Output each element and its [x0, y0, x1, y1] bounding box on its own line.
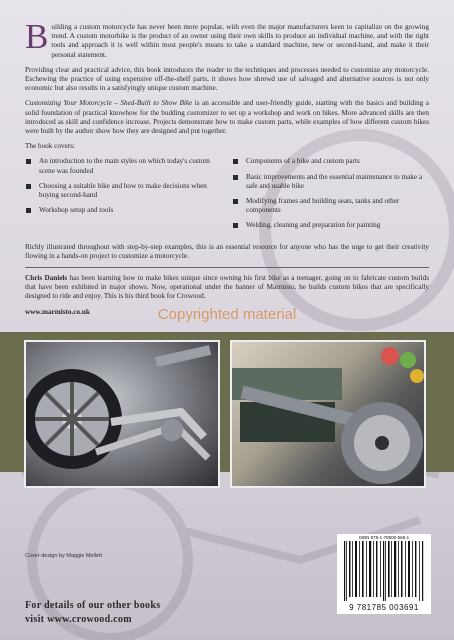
author-website: www.marmisto.co.uk — [25, 307, 90, 316]
angle-grinder-illustration — [232, 342, 424, 486]
bullet-item: Choosing a suitable bike and how to make decisions when buying second-hand — [25, 182, 222, 200]
bullet-item: Workshop setup and tools — [25, 206, 222, 215]
motorcycle-wheel-illustration — [26, 342, 218, 486]
book-covers-heading: The book covers: — [25, 142, 75, 151]
publisher-footer — [25, 599, 160, 627]
footer-line-2: visit www.crowood.com — [25, 614, 132, 625]
barcode-digits: 9 781785 003691 — [349, 603, 419, 612]
cover-design-credit: Cover design by Maggie Mellett — [25, 553, 103, 559]
covers-bullet-list — [25, 157, 429, 236]
bullet-item: Modifying frames and building seats, tanks and other components — [232, 197, 429, 215]
barcode-bars-icon — [343, 541, 425, 601]
bullet-column-left — [25, 157, 222, 236]
intro-paragraph-1-text: uilding a custom motorcycle has never been more popular, with even the major manufacturers keen to capitalize on the growing trend. A custom motorbike is the product of an owner using their own skills to produce an individual machine, and with the right tools and approach it is well within most people's means to take a standard machine, new or second-hand, and make it their personal statement. — [51, 23, 429, 59]
motorcycle-wheel-photo — [26, 342, 218, 486]
bullet-item: An introduction to the main styles on which today's custom scene was founded — [25, 157, 222, 175]
bullet-column-right — [232, 157, 429, 236]
footer-line-1: For details of our other books — [25, 600, 161, 611]
divider-line — [25, 267, 429, 268]
isbn-label: ISBN 978-1-78500-569-1 — [358, 535, 410, 540]
blurb-text — [25, 17, 430, 324]
drop-cap: B — [25, 17, 49, 56]
copyright-watermark: Copyrighted material — [157, 306, 297, 323]
author-bio — [25, 274, 429, 302]
bullet-item: Welding, cleaning and preparation for painting — [232, 221, 429, 230]
closing-paragraph: Richly illustrated throughout with step-by-step examples, this is an essential resource for anyone who has the urge to get their creativity flowing in a hands-on project to customize a motorcycle. — [25, 242, 429, 260]
angle-grinder-photo — [232, 342, 424, 486]
author-name: Chris Daniels — [25, 274, 68, 283]
book-title-italic: Customizing Your Motorcycle – Shed-Built to Show Bike — [25, 99, 193, 108]
bullet-item: Components of a bike and custom parts — [232, 157, 429, 166]
isbn-barcode — [337, 534, 431, 614]
intro-paragraph-2: Providing clear and practical advice, this book introduces the reader to the techniques and processes needed to customize any motorcycle. Eschewing the practice of using expensive off-the-shelf parts, it shows how shrewd use of salvaged and alternative sources is not only economic but also results in a satisfyingly unique custom machine. — [25, 65, 429, 93]
author-bio-text: has been learning how to make bikes unique since owning his first bike as a teenager, going on to fabricate custom builds that have been exhibited in major shows. Now, operational under the banner of Marmisto, he builds custom bikes that are specifically designed to ride and enjoy. This is his third book for Crowood. — [25, 274, 430, 301]
intro-paragraph-1 — [25, 17, 429, 60]
intro-paragraph-3 — [25, 99, 429, 136]
bullet-item: Basic improvements and the essential maintenance to make a safe and usable bike — [232, 173, 429, 191]
intro-paragraph-3-text: is an accessible and user-friendly guide, starting with the basics and building a solid foundation of practical knowhow for the budding customizer to set up a workshop and work on bikes. More advanced skills are then introduced as skill and confidence increase. Projects demonstrate how to make custom parts, while examples of how different custom bikes were built by the author show how they are designed and put together. — [25, 99, 429, 136]
